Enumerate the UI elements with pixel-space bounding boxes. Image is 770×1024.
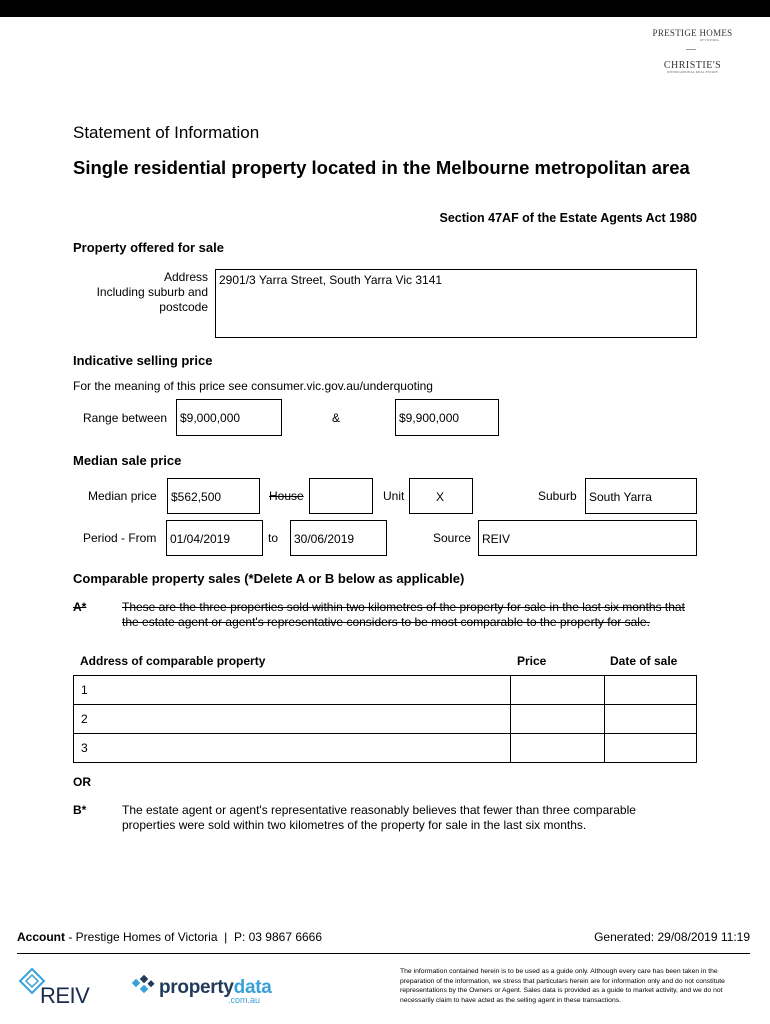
property-heading: Property offered for sale (73, 240, 224, 255)
row-number: 2 (81, 712, 88, 726)
propertydata-main: property (159, 977, 234, 998)
account-text: - Prestige Homes of Victoria | P: 03 9867 6666 (65, 930, 323, 944)
row-price-cell[interactable] (511, 705, 605, 734)
disclaimer: The information contained herein is to be used as a guide only. Although every care has been taken in the preparation of the information, we stress that particulars herein are for information only and do not constitute representations by the Owners or Agent. Sales data is provided as a guide to market activity, and we do not necessarily claim to have acted as the selling agent in these transactions. (400, 968, 725, 1004)
indicative-note: For the meaning of this price see consumer.vic.gov.au/underquoting (73, 379, 433, 393)
unit-field[interactable] (409, 478, 473, 514)
account-label: Account (17, 930, 65, 944)
table-row (74, 734, 697, 763)
comparable-table (73, 675, 697, 763)
row-number: 1 (81, 683, 88, 697)
period-label: Period - From (83, 531, 157, 545)
footer-account (17, 930, 322, 944)
comparable-heading: Comparable property sales (*Delete A or B below as applicable) (73, 571, 465, 586)
unit-value: X (436, 490, 445, 504)
document-subtitle: Single residential property located in the Melbourne metropolitan area (73, 157, 690, 178)
col-price-header: Price (517, 654, 547, 668)
range-high-field[interactable] (395, 399, 499, 436)
house-label: House (269, 489, 304, 503)
suburb-label: Suburb (538, 489, 577, 503)
suburb-field[interactable] (585, 478, 697, 514)
range-low-field[interactable] (176, 399, 282, 436)
option-b-text: The estate agent or agent's representative reasonably believes that fewer than three comparable properties were sold within two kilometres of the property for sale in the last six months. (122, 803, 636, 832)
row-date-cell[interactable] (605, 734, 697, 763)
reiv-logo: REIV (40, 983, 90, 1008)
col-date-header: Date of sale (610, 654, 678, 668)
row-price-cell[interactable] (511, 676, 605, 705)
median-price-field[interactable] (167, 478, 260, 514)
row-date-cell[interactable] (605, 676, 697, 705)
section-reference: Section 47AF of the Estate Agents Act 1980 (439, 211, 697, 225)
top-bar (0, 0, 770, 17)
option-b-label: B* (73, 803, 87, 817)
col-address-header: Address of comparable property (80, 654, 266, 668)
prestige-homes-logo: PRESTIGE HOMES (652, 28, 733, 38)
option-a-text: These are the three properties sold within two kilometres of the property for sale in the last six months that the estate agent or agent's representative considers to be most comparable to the property for sale. (122, 600, 685, 629)
range-ampersand: & (332, 411, 341, 425)
to-label: to (268, 531, 279, 545)
prestige-homes-logo-sub: OF VICTORIA (700, 38, 719, 42)
option-a-label: A* (73, 600, 87, 614)
row-address-cell[interactable] (74, 705, 511, 734)
row-address-cell[interactable] (74, 676, 511, 705)
row-address-cell[interactable] (74, 734, 511, 763)
christies-logo-sub: INTERNATIONAL REAL ESTATE (667, 70, 718, 74)
median-price-label: Median price (88, 489, 157, 503)
generated-timestamp: Generated: 29/08/2019 11:19 (594, 930, 750, 944)
range-label: Range between (83, 411, 168, 425)
period-from-value: 01/04/2019 (170, 532, 231, 546)
median-price-value: $562,500 (171, 490, 222, 504)
period-to-field[interactable] (290, 520, 387, 556)
propertydata-domain: .com.au (228, 995, 261, 1005)
source-label: Source (433, 531, 472, 545)
house-value (310, 479, 372, 493)
row-date-cell[interactable] (605, 705, 697, 734)
address-label: Address Including suburb and postcode (96, 270, 208, 314)
range-high-value: $9,900,000 (399, 411, 460, 425)
christies-logo: CHRISTIE'S (663, 60, 722, 71)
or-label: OR (73, 775, 91, 789)
house-field[interactable] (309, 478, 373, 514)
row-number: 3 (81, 741, 88, 755)
suburb-value: South Yarra (589, 490, 652, 504)
median-heading: Median sale price (73, 453, 182, 468)
source-field[interactable] (478, 520, 697, 556)
indicative-heading: Indicative selling price (73, 353, 213, 368)
logo-divider (686, 49, 696, 50)
unit-label: Unit (383, 489, 405, 503)
table-row (74, 705, 697, 734)
period-from-field[interactable] (166, 520, 263, 556)
document-title: Statement of Information (73, 123, 260, 142)
propertydata-logo-icon (131, 974, 157, 998)
propertydata-accent: data (233, 977, 272, 998)
source-value: REIV (482, 532, 511, 546)
footer-divider (17, 953, 750, 954)
address-value: 2901/3 Yarra Street, South Yarra Vic 3141 (219, 273, 443, 287)
table-row (74, 676, 697, 705)
range-low-value: $9,000,000 (180, 411, 241, 425)
address-field[interactable] (215, 269, 697, 338)
period-to-value: 30/06/2019 (294, 532, 355, 546)
row-price-cell[interactable] (511, 734, 605, 763)
